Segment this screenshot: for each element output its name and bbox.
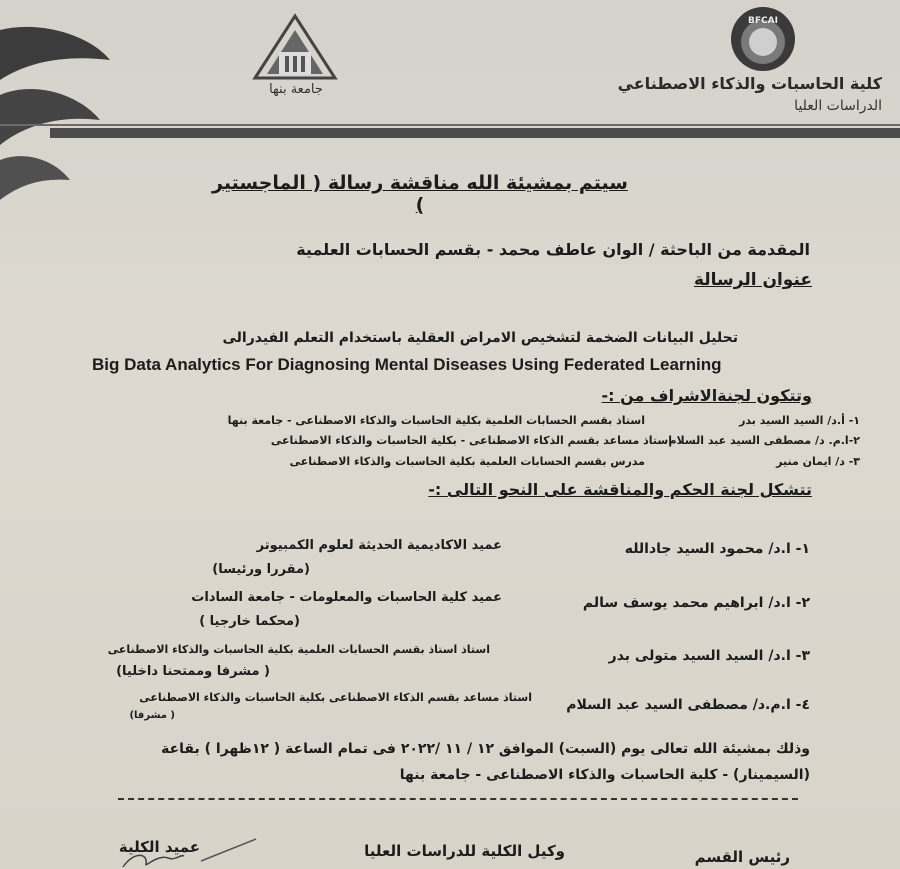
committee-member-note: (مقررا ورئيسا): [212, 562, 310, 577]
schedule-text: [110, 736, 810, 788]
decorative-swoosh: [0, 0, 120, 200]
committee-member-note: ( مشرفا): [129, 710, 175, 721]
header-divider-thick: [50, 128, 900, 138]
schedule-line: وذلك بمشيئة الله تعالى يوم (السبت) الموافق ١٢ / ١١ /٢٠٢٢ فى تمام الساعة ( ١٢ظهرا ) بقاعة: [161, 741, 810, 757]
signature-dean: عميد الكلية: [118, 838, 200, 856]
university-name: جامعة بنها: [269, 82, 323, 97]
committee-member-role: استاذ مساعد بقسم الذكاء الاصطناعى بكلية الحاسبات والذكاء الاصطناعى: [139, 691, 532, 704]
handwritten-signature-icon: [118, 850, 188, 869]
supervision-heading: وتتكون لجنةالاشراف من :-: [601, 386, 812, 405]
faculty-subtitle: الدراسات العليا: [794, 98, 882, 114]
committee-heading: تتشكل لجنة الحكم والمناقشة على النحو التالى :-: [428, 480, 812, 499]
committee-member-note: (محكما خارجيا ): [199, 614, 300, 629]
supervisor-row: [0, 455, 900, 473]
committee-member-name: ٣- ا.د/ السيد السيد متولى بدر: [608, 648, 810, 664]
supervisor-role: استاذ مساعد بقسم الذكاء الاصطناعى - بكلية الحاسبات والذكاء الاصطناعى: [270, 434, 672, 447]
thesis-title-arabic: تحليل البيانات الضخمة لتشخيص الامراض العقلية باستخدام التعلم الفيدرالى: [222, 330, 738, 346]
presented-by: المقدمة من الباحثة / الوان عاطف محمد - بقسم الحسابات العلمية: [296, 240, 810, 259]
committee-member-role: عميد كلية الحاسبات والمعلومات - جامعة السادات: [191, 590, 502, 605]
committee-member-note: ( مشرفا وممتحنا داخليا): [116, 664, 270, 679]
supervisor-row: [0, 414, 900, 432]
signature-scribble-icon: [196, 836, 266, 866]
signature-dept-head: رئيس القسم: [694, 848, 790, 866]
supervisor-name: ٣- د/ ايمان منير: [776, 455, 860, 468]
committee-member-name: ٢- ا.د/ ابراهيم محمد يوسف سالم: [582, 595, 810, 611]
supervisor-name: ١- أ.د/ السيد السيد بدر: [739, 414, 860, 427]
faculty-name: كلية الحاسبات والذكاء الاصطناعي: [617, 74, 882, 93]
faculty-logo-text: BFCAI: [748, 16, 778, 26]
dashed-divider: [118, 798, 798, 800]
header-divider-thin: [0, 124, 900, 126]
announcement-title: سيتم بمشيئة الله مناقشة رسالة ( الماجستير ): [212, 172, 628, 216]
signature-vice-dean: وكيل الكلية للدراسات العليا: [364, 842, 565, 860]
thesis-heading: عنوان الرسالة: [693, 270, 812, 290]
schedule-line: (السيمينار) - كلية الحاسبات والذكاء الاصطناعى - جامعة بنها: [399, 767, 810, 783]
thesis-title-english: Big Data Analytics For Diagnosing Mental Diseases Using Federated Learning: [92, 355, 722, 374]
supervisor-name: ٢-ا.م. د/ مصطفى السيد عبد السلام: [668, 434, 860, 447]
committee-member-name: ١- ا.د/ محمود السيد جادالله: [624, 541, 810, 557]
supervisor-row: [0, 434, 900, 452]
supervisor-role: استاذ بقسم الحسابات العلمية بكلية الحاسبات والذكاء الاصطناعى - جامعة بنها: [227, 414, 645, 427]
supervisor-role: مدرس بقسم الحسابات العلمية بكلية الحاسبات والذكاء الاصطناعى: [289, 455, 645, 468]
committee-member-role: استاذ استاذ بقسم الحسابات العلمية بكلية الحاسبات والذكاء الاصطناعى: [107, 643, 490, 656]
committee-member-name: ٤- ا.م.د/ مصطفى السيد عبد السلام: [566, 697, 810, 713]
committee-member-role: عميد الاكاديمية الحديثة لعلوم الكمبيوتر: [256, 538, 502, 553]
faculty-logo-icon: [728, 4, 798, 74]
